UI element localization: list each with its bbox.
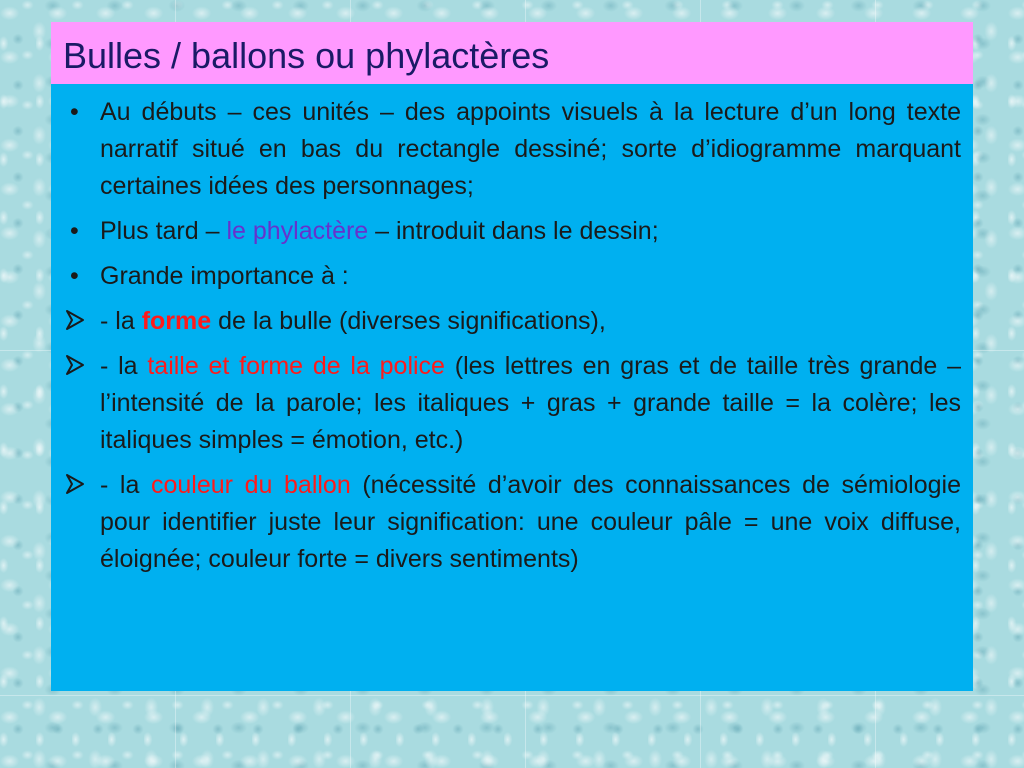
bullet-item (63, 213, 961, 250)
bullet-text-after: – introduit dans le dessin; (368, 217, 659, 245)
bullet-item (63, 94, 961, 205)
highlight-term: couleur du ballon (151, 471, 351, 499)
highlight-term: forme (141, 307, 212, 335)
bullet-text: Au débuts – ces unités – des appoints visuels à la lecture d’un long texte narratif situé en bas du rectangle dessiné; sorte d’idiogramme marquant certaines idées des personnages; (100, 98, 961, 200)
slide-content (51, 84, 973, 691)
arrow-text-after: de la bulle (diverses significations), (211, 307, 606, 335)
slide-title: Bulles / ballons ou phylactères (63, 35, 550, 76)
arrow-text-before: - la (100, 352, 148, 380)
arrow-text-after: (nécessité d’avoir des connaissances de sémiologie pour identifier juste leur signification: une couleur pâle = une voix diffuse, éloignée; couleur forte = divers sentiments) (100, 471, 961, 573)
highlight-term: le phylactère (226, 217, 369, 245)
bullet-marker: • (70, 98, 79, 126)
bullet-text: Grande importance à : (100, 262, 349, 290)
bullet-item (63, 258, 961, 295)
bullet-marker: • (70, 262, 79, 290)
bullet-text-before: Plus tard – (100, 217, 227, 245)
arrow-item (63, 467, 961, 578)
arrow-icon (63, 348, 100, 385)
arrow-icon (63, 467, 100, 504)
highlight-term: taille et forme de la police (147, 352, 445, 380)
arrow-text-after: (les lettres en gras et de taille très grande – l’intensité de la parole; les italiques + gras + grande taille = la colère; les italiques simples = émotion, etc.) (100, 352, 961, 454)
arrow-text-before: - la (100, 307, 142, 335)
slide-title-bar (51, 22, 973, 84)
arrow-item (63, 303, 961, 340)
background-seam (0, 695, 1024, 696)
arrow-text-before: - la (100, 471, 151, 499)
arrow-item (63, 348, 961, 459)
arrow-icon (63, 303, 100, 340)
bullet-marker: • (70, 217, 79, 245)
